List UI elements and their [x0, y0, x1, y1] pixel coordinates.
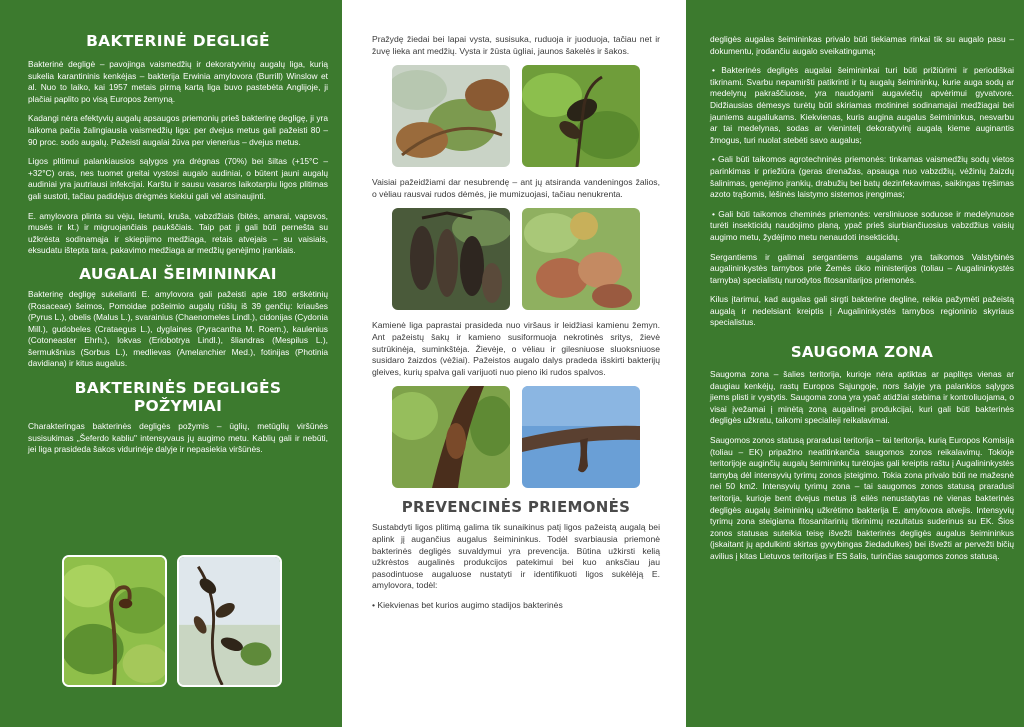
left-paragraph-1: Bakterinė degligė – pavojinga vaismedžių ir dekoratyvinių augalų liga, kurią sukelia karantininis kenkėjas – bakterija Erwinia amylovora (Burrill) Winslow et al. Nuo to laiko, kai 1957 metais pirmą kartą liga buvo pastebėta Anglijoje, ji plačiai paplito po visą Europos žemyną.	[28, 59, 328, 104]
mid-photo-row-2	[382, 208, 650, 310]
left-paragraph-6: Charakteringas bakterinės degligės požymis – ūglių, metūglių viršūnės susisukimas „Šeferdo kabliu" intensyvaus jų augimo metu. Kablių gali ir nebūti, jei liga prasideda šakos vidurinėje dalyje ir nepasiekia viršūnės.	[28, 421, 328, 455]
right-paragraph-4: Saugoma zona – šalies teritorija, kurioje nėra aptiktas ar paplitęs vienas ar daugiau kenkėjų, rastų Europos Sąjungoje, nors šalyje yra palankios sąlygos jiems plisti ir vystytis. Saugoma zona yra ypač atidžiai stebima ir kontroliuojama, o visai įvežamai į minėtą zoną augalinei produkcijai, kuri gali būti bakterinės degligės užkratu, taikomi specialieji reikalavimai.	[710, 369, 1014, 426]
mid-paragraph-5: • Kiekvienas bet kurios augimo stadijos bakterinės	[372, 599, 563, 610]
middle-panel	[344, 0, 680, 727]
photo-trunk-canker	[392, 386, 510, 488]
photo-spotted-fruit	[522, 208, 640, 310]
mid-photo-row-3	[382, 386, 650, 488]
mid-paragraph-2: Vaisiai pažeidžiami dar nesubrendę – ant jų atsiranda vandeningos žalios, o vėliau rausvai rudos dėmės, jie mumizuojasi, tačiau nenukrenta.	[372, 177, 660, 199]
heading-pozymiai-line-1: BAKTERINĖS DEGLIGĖS	[74, 379, 282, 398]
photo-shepherds-crook-shoot	[62, 555, 167, 687]
right-bullet-2: • Gali būti taikomos agrotechninės priemonės: tinkamas vaismedžių sodų vietos parinkimas ir priežiūra (geras drenažas, apsauga nuo vabzdžių, vėžinių žaizdų šalinimas, genėjimo įrankių, drabužių bei batų dezinfekavimas, saikingas tręšimas azoto trąšomis, lėšinės laistymo sistemos įrengimas;	[710, 154, 1014, 200]
right-paragraph-5: Saugomos zonos statusą praradusi teritorija – tai teritorija, kurią Europos Komisija (toliau – EK) pripažino neatitinkančia saugomos zonos reikalavimų. Tokioje teritorijoje auginčių augalų šeimininkų turėtojas gali kreiptis raštu į Augalininkystės tarnybą dėl intensyvių tyrimų zonos įsteigimo. Tokia zona privalo būti ne mažesnė nei 50 km2. Intensyvių tyrimų zona – tai saugomos zonos statusą praradusi teritorija, kurioje bent dvejus metus iš eilės nenustatytas nė vienas bakterinės degligės augalų šeimininkų užkrėtimo bakterija E. amylovora atvejis. Intensyvių tyrimų zona steigiama fitosanitarinių tikrinimų rezultatus suderinus su EK. Šios zonos statusas suteikia teisę išvežti bakterinės degligės augalus šeimininkus (įskaitant jų apdulkinti skirtas gyvybingas žiedadulkes) bei išvežti ar pervežti bičių avilius į kitas Lietuvos teritorijas ir ES šalis, turinčias saugomos zonos statusą.	[710, 435, 1014, 561]
left-photo-row	[62, 555, 282, 687]
right-paragraph-1: degligės augalas šeimininkas privalo būti tiekiamas rinkai tik su augalo pasu – dokumentu, įrodančiu augalo sveikatingumą;	[710, 34, 1014, 56]
mid-paragraph-4: Sustabdyti ligos plitimą galima tik sunaikinus patį ligos pažeistą augalą bei aplink jį augančius augalus šeimininkus. Todėl svarbiausia priemonė bakterinės degligės suvaldymui yra prevencija. Būtina užkirsti kelią užkrėstos augalinės produkcijos patekimui bei kuo anksčiau jau pasodintuose augaluose nustatyti ir identifikuoti ligos sukėlėją E. amylovora, todėl:	[372, 522, 660, 591]
left-paragraph-2: Kadangi nėra efektyvių augalų apsaugos priemonių prieš bakterinę degligę, ji yra laikoma pačia žalingiausia vaismedžių liga: per dvejus metus gali pažeisti 80 – 90 proc. sodo augalų. Pažeisti augalai žūva per vienerius – dvejus metus.	[28, 113, 328, 147]
photo-branch-exudate	[522, 386, 640, 488]
photo-wilted-leaves	[177, 555, 282, 687]
right-bullet-1: • Bakterinės degligės augalai šeimininkai turi būti prižiūrimi ir periodiškai tikrinami. Svarbu nepamiršti patikrinti ir tų augalų šeimininkų, kurie auga sodų ar medelynų pakraščiuose, yra naudojami augaviečių apvėrimui gyvatvore. Didžiausias dėmesys turėtų būti skiriamas motininei sodinamajai medžiagai bei jauniems augaliukams. Kiekvienas, kuris augina augalus šeimininkus, nesvarbu ar tai medelynas, sodas ar vienintelį dekoratyvinį augalą kieme auginantis žmogus, turi nuolat stebėti savo augalus;	[710, 65, 1014, 145]
left-paragraph-4: E. amylovora plinta su vėju, lietumi, kruša, vabzdžiais (bitės, amarai, vapsvos, musės ir kt.) ir migruojančiais paukščiais. Taip pat ji gali būti pernešta su užkrėsta sodinamąja ir skiepijimo medžiaga, retais atvejais – su vaisiais, eksudatu ištepta tara, pakavimo medžiaga ar medžių genėjimo įrankiais.	[28, 210, 328, 256]
mid-paragraph-3: Kamienė liga paprastai prasideda nuo viršaus ir leidžiasi kamienu žemyn. Ant pažeistų šakų ir kamieno susiformuoja nekrotinės sritys, žievė sutrūkinėja, suminkštėja. Žievėje, o vėliau ir gilesniuose sluoksniuose susidaro žaizdos (vėžiai). Pažeistos augalo dalys pradeda išskirti bakterijų gleives, kurių spalva gali varijuoti nuo pieno iki rudos spalvos.	[372, 320, 660, 377]
heading-pozymiai	[28, 379, 328, 415]
left-paragraph-3: Ligos plitimui palankiausios sąlygos yra drėgnas (70%) bei šiltas (+15°C – +32°C) oras, nes tuomet greitai vystosi augalo audiniai, o būtent jauni augalų audiniai yra jautriausi infekcijai. Karštu ir sausu vasaros laikotarpiu ligos plitimas gali sustoti, tačiau padidėjus drėgmės kiekiui gali vėl atsinaujinti.	[28, 156, 328, 201]
heading-prevencines-priemones: PREVENCINĖS PRIEMONĖS	[401, 498, 631, 517]
heading-bacterine-deglige: BAKTERINĖ DEGLIGĖ	[86, 32, 270, 50]
photo-mummified-fruit	[392, 208, 510, 310]
left-paragraph-5: Bakterinę degligę sukelianti E. amylovora gali pažeisti apie 180 erškėtinių (Rosaceae) šeimos, Pomoidae pošeimio augalų rūšių iš 39 genčių: kriaušes (Pyrus L.), obelis (Malus L.), svarainius (Chaenomeles Lindl.), cidonijas (Cydonia Mill.), gudobeles (Crataegus L.), dyglaines (Pyracantha M. Roem.), kaulenius (Cotoneaster Ehrh.), lokvas (Eriobotrya Lindl.), šliandras (Mespilus L.), šermukšnius (Sorbus L.), medlievas (Amelanchier Med.), fotinijas (Photinia davidiana) ir kitus augalus.	[28, 288, 328, 369]
mid-photo-row-1	[382, 65, 650, 167]
heading-saugoma-zona: SAUGOMA ZONA	[790, 343, 934, 362]
heading-pozymiai-line-2: POŽYMIAI	[133, 397, 223, 416]
right-paragraph-2: Sergantiems ir galimai sergantiems augalams yra taikomos Valstybinės augalininkystės tarnybos prie Žemės ūkio ministerijos (toliau – Augalininkystės tarnyba) specialistų nurodytos fitosanitarijos priemonės.	[710, 251, 1014, 285]
heading-augalai-seimininkai: AUGALAI ŠEIMININKAI	[79, 264, 277, 283]
photo-blackened-leaves	[522, 65, 640, 167]
mid-paragraph-1: Pražydę žiedai bei lapai vysta, susisuka, ruduoja ir juoduoja, tačiau net ir žuvę lieka ant medžių. Vysta ir žūsta ūgliai, jaunos šakelės ir šakos.	[372, 34, 660, 56]
right-bullet-3: • Gali būti taikomos cheminės priemonės: versliniuose soduose ir medelynuose turėti insekticidų naudojimo planą, ypač prieš siurbiančiuosius vabzdžius vaisių augimo metu, žydėjimo metu nenaudoti insekticidų.	[710, 208, 1014, 242]
right-panel	[686, 0, 1024, 727]
right-paragraph-3: Kilus įtarimui, kad augalas gali sirgti bakterine degline, reikia pažymėti pažeistą augalą ir nedelsiant kreiptis į Augalininkystės tarnybos regioninio skyriaus specialistus.	[710, 294, 1014, 328]
photo-blighted-blossoms	[392, 65, 510, 167]
